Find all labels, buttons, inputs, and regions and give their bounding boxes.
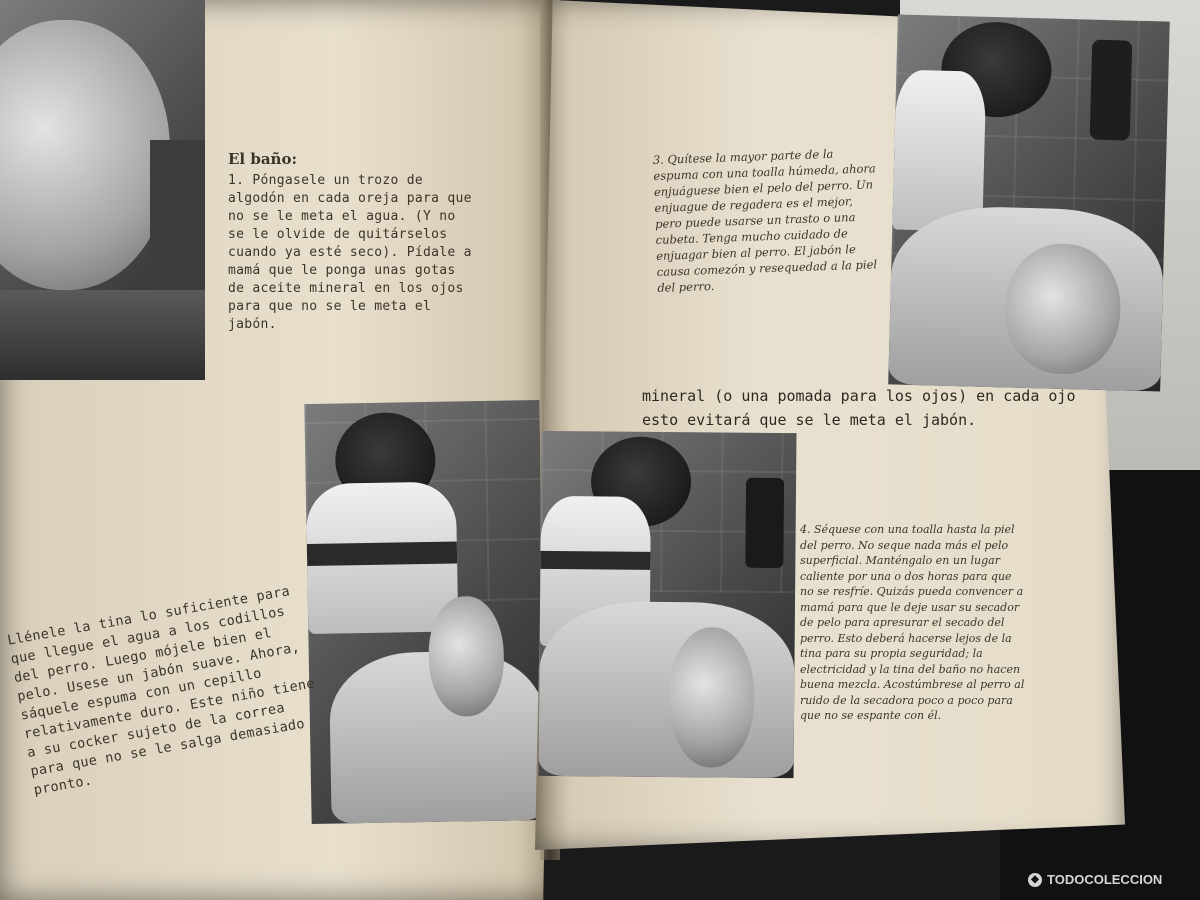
bath-heading: El baño: [228,150,298,168]
photo-boy-washing-dog [304,400,546,824]
step-1-text: 1. Póngasele un trozo de algodón en cada oreja para que no se le meta el agua. (Y no se le olvide de quitárselos cuando ya esté seco). Pídale a mamá que le ponga unas gotas de aceite mineral en los ojos para que no se le meta el jabón. [228,173,472,332]
wash-text: Llénele la tina lo suficiente para que llegue el agua a los codillos del perro. Luego mójele bien el pelo. Usese un jabón suave. Ahora, sáquele espuma con un cepillo relativamente duro. Este niño tiene a su cocker sujeto de la correa para que no se le salga demasiado pronto. [6,583,316,799]
caption-line-2: esto evitará que se le meta el jabón. [642,411,977,429]
photo-boy-soaping-dog [538,431,796,778]
watermark-text: TODOCOLECCION [1047,872,1163,887]
step-3-text: 3. Quítese la mayor parte de la espuma con una toalla húmeda, ahora enjuáguese bien el pelo del perro. Un enjuague de regadera es el mejor, pero puede usarse un trasto o una cubeta. Tenga mucho cuidado de enjuagar bien al perro. El jabón le causa comezón y resequedad a la piel del perro. [652,146,878,295]
caption-line-1: mineral (o una pomada para los ojos) en cada ojo [642,387,1076,405]
photo-dog-closeup [0,0,205,380]
photo-boy-rinsing-dog [888,15,1170,392]
watermark [1028,872,1162,887]
step-4-text: 4. Séquese con una toalla hasta la piel del perro. No seque nada más el pelo superficial. Manténgalo en un lugar caliente por una o dos horas para que no se resfríe. Quizás pueda convencer a mamá para que le deje usar su secador de pelo para apresurar el secado del perro. Esto deberá hacerse lejos de la tina para su propia seguridad; la electricidad y la tina del baño no hacen buena mezcla. Acostúmbrese al perro al ruido de la secadora poco a poco para que no se espante con él. [800,523,1025,722]
watermark-logo-icon: ◆ [1028,873,1042,887]
